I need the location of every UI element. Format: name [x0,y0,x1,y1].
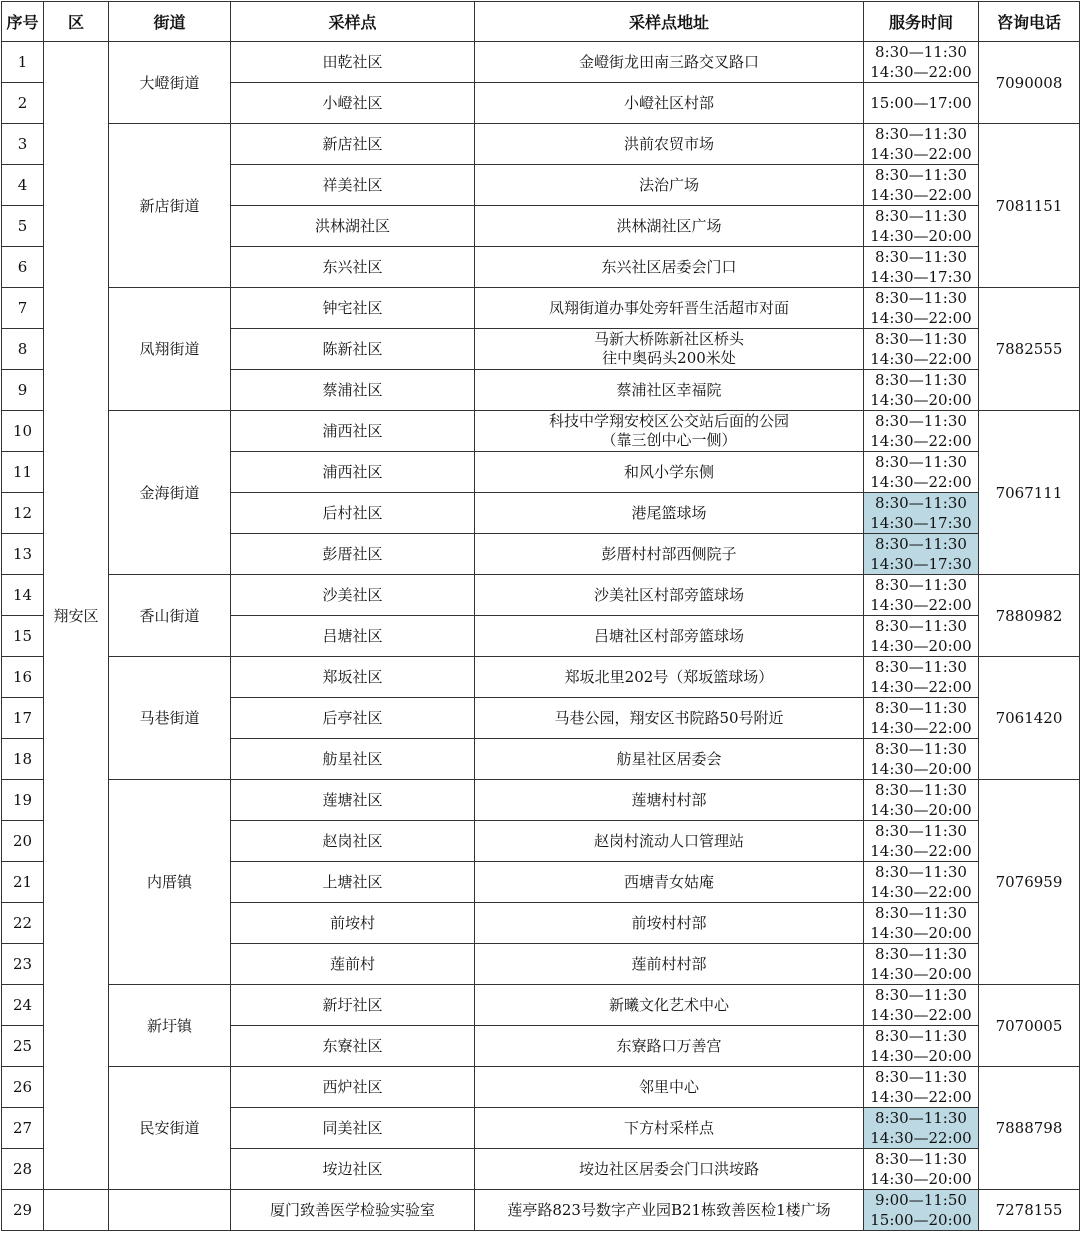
table-body [2,42,1080,1231]
site-cell: 后村社区 [231,493,475,534]
site-cell: 陈新社区 [231,329,475,370]
header-row [2,2,1080,42]
row-number: 27 [2,1108,44,1149]
address-cell: 洪前农贸市场 [475,124,864,165]
service-time-cell: 8:30—11:30 14:30—22:00 [864,288,979,329]
address-cell: 洪林湖社区广场 [475,206,864,247]
row-number: 9 [2,370,44,411]
site-cell: 新圩社区 [231,985,475,1026]
service-time-cell: 8:30—11:30 14:30—20:00 [864,616,979,657]
service-time-cell: 8:30—11:30 14:30—22:00 [864,821,979,862]
row-number: 23 [2,944,44,985]
street-cell: 金海街道 [109,411,231,575]
phone-cell: 7888798 [979,1067,1080,1190]
service-time-cell: 8:30—11:30 14:30—22:00 [864,42,979,83]
phone-cell: 7880982 [979,575,1080,657]
row-number: 3 [2,124,44,165]
header-site: 采样点 [231,2,475,42]
street-cell: 凤翔街道 [109,288,231,411]
table-row [2,985,1080,1026]
site-cell: 田乾社区 [231,42,475,83]
address-cell: 新曦文化艺术中心 [475,985,864,1026]
site-cell: 赵岗社区 [231,821,475,862]
service-time-cell: 8:30—11:30 14:30—20:00 [864,903,979,944]
street-cell: 内厝镇 [109,780,231,985]
site-cell: 东兴社区 [231,247,475,288]
row-number: 26 [2,1067,44,1108]
row-number: 10 [2,411,44,452]
phone-cell: 7076959 [979,780,1080,985]
site-cell: 祥美社区 [231,165,475,206]
address-cell: 郑坂北里202号（郑坂篮球场） [475,657,864,698]
header-street: 街道 [109,2,231,42]
row-number: 19 [2,780,44,821]
row-number: 24 [2,985,44,1026]
service-time-cell: 8:30—11:30 14:30—22:00 [864,452,979,493]
row-number: 7 [2,288,44,329]
site-cell: 舫星社区 [231,739,475,780]
address-cell: 法治广场 [475,165,864,206]
address-cell: 港尾篮球场 [475,493,864,534]
address-cell: 马巷公园，翔安区书院路50号附近 [475,698,864,739]
address-cell: 莲亭路823号数字产业园B21栋致善医检1楼广场 [475,1190,864,1231]
address-cell: 金嶝街龙田南三路交叉路口 [475,42,864,83]
street-cell: 马巷街道 [109,657,231,780]
service-time-cell: 8:30—11:30 14:30—20:00 [864,944,979,985]
address-cell: 莲塘村村部 [475,780,864,821]
street-cell: 新店街道 [109,124,231,288]
row-number: 22 [2,903,44,944]
phone-cell: 7882555 [979,288,1080,411]
site-cell: 洪林湖社区 [231,206,475,247]
row-number: 20 [2,821,44,862]
service-time-cell: 8:30—11:30 14:30—20:00 [864,739,979,780]
table-row [2,124,1080,165]
service-time-cell: 9:00—11:50 15:00—20:00 [864,1190,979,1231]
phone-cell: 7278155 [979,1190,1080,1231]
row-number: 8 [2,329,44,370]
row-number: 2 [2,83,44,124]
site-cell: 彭厝社区 [231,534,475,575]
address-cell: 凤翔街道办事处旁轩晋生活超市对面 [475,288,864,329]
service-time-cell: 8:30—11:30 14:30—17:30 [864,247,979,288]
table-row [2,1067,1080,1108]
address-cell: 前垵村村部 [475,903,864,944]
district-cell-empty [44,1190,109,1231]
sampling-sites-table [1,1,1080,1231]
row-number: 13 [2,534,44,575]
row-number: 6 [2,247,44,288]
site-cell: 前垵村 [231,903,475,944]
district-cell: 翔安区 [44,42,109,1190]
table-row [2,575,1080,616]
row-number: 14 [2,575,44,616]
table-row [2,780,1080,821]
site-cell: 吕塘社区 [231,616,475,657]
table-row [2,411,1080,452]
phone-cell: 7067111 [979,411,1080,575]
row-number: 5 [2,206,44,247]
site-cell: 沙美社区 [231,575,475,616]
address-cell: 东寮路口万善宫 [475,1026,864,1067]
service-time-cell: 8:30—11:30 14:30—20:00 [864,370,979,411]
row-number: 16 [2,657,44,698]
service-time-cell: 8:30—11:30 14:30—22:00 [864,698,979,739]
street-cell: 民安街道 [109,1067,231,1190]
address-cell: 沙美社区村部旁篮球场 [475,575,864,616]
row-number: 12 [2,493,44,534]
address-cell: 彭厝村村部西侧院子 [475,534,864,575]
phone-cell: 7081151 [979,124,1080,288]
table-row [2,288,1080,329]
service-time-cell: 8:30—11:30 14:30—17:30 [864,493,979,534]
site-cell: 浦西社区 [231,411,475,452]
service-time-cell: 8:30—11:30 14:30—22:00 [864,985,979,1026]
service-time-cell: 15:00—17:00 [864,83,979,124]
phone-cell: 7070005 [979,985,1080,1067]
site-cell: 东寮社区 [231,1026,475,1067]
service-time-cell: 8:30—11:30 14:30—20:00 [864,1026,979,1067]
service-time-cell: 8:30—11:30 14:30—20:00 [864,1149,979,1190]
service-time-cell: 8:30—11:30 14:30—22:00 [864,657,979,698]
street-cell: 大嶝街道 [109,42,231,124]
site-cell: 郑坂社区 [231,657,475,698]
address-cell: 小嶝社区村部 [475,83,864,124]
row-number: 11 [2,452,44,493]
row-number: 15 [2,616,44,657]
table-row [2,657,1080,698]
row-number: 28 [2,1149,44,1190]
row-number: 21 [2,862,44,903]
address-cell: 邻里中心 [475,1067,864,1108]
row-number: 29 [2,1190,44,1231]
row-number: 18 [2,739,44,780]
site-cell: 莲前村 [231,944,475,985]
site-cell: 浦西社区 [231,452,475,493]
site-cell: 新店社区 [231,124,475,165]
service-time-cell: 8:30—11:30 14:30—20:00 [864,206,979,247]
site-cell: 钟宅社区 [231,288,475,329]
site-cell: 后亭社区 [231,698,475,739]
street-cell: 香山街道 [109,575,231,657]
service-time-cell: 8:30—11:30 14:30—22:00 [864,124,979,165]
address-cell: 垵边社区居委会门口洪垵路 [475,1149,864,1190]
site-cell: 垵边社区 [231,1149,475,1190]
site-cell: 同美社区 [231,1108,475,1149]
address-cell: 吕塘社区村部旁篮球场 [475,616,864,657]
header-address: 采样点地址 [475,2,864,42]
site-cell: 莲塘社区 [231,780,475,821]
site-cell: 小嶝社区 [231,83,475,124]
site-cell: 厦门致善医学检验实验室 [231,1190,475,1231]
service-time-cell: 8:30—11:30 14:30—22:00 [864,1067,979,1108]
address-cell: 科技中学翔安校区公交站后面的公园 （靠三创中心一侧） [475,411,864,452]
row-number: 4 [2,165,44,206]
service-time-cell: 8:30—11:30 14:30—22:00 [864,575,979,616]
header-district: 区 [44,2,109,42]
address-cell: 舫星社区居委会 [475,739,864,780]
table-row [2,1190,1080,1231]
header-service-time: 服务时间 [864,2,979,42]
table-row [2,42,1080,83]
site-cell: 上塘社区 [231,862,475,903]
phone-cell: 7061420 [979,657,1080,780]
address-cell: 赵岗村流动人口管理站 [475,821,864,862]
address-cell: 和风小学东侧 [475,452,864,493]
row-number: 25 [2,1026,44,1067]
service-time-cell: 8:30—11:30 14:30—20:00 [864,780,979,821]
site-cell: 西炉社区 [231,1067,475,1108]
service-time-cell: 8:30—11:30 14:30—22:00 [864,329,979,370]
service-time-cell: 8:30—11:30 14:30—22:00 [864,1108,979,1149]
service-time-cell: 8:30—11:30 14:30—22:00 [864,862,979,903]
phone-cell: 7090008 [979,42,1080,124]
address-cell: 蔡浦社区幸福院 [475,370,864,411]
street-cell: 新圩镇 [109,985,231,1067]
street-cell [109,1190,231,1231]
address-cell: 东兴社区居委会门口 [475,247,864,288]
service-time-cell: 8:30—11:30 14:30—17:30 [864,534,979,575]
service-time-cell: 8:30—11:30 14:30—22:00 [864,411,979,452]
address-cell: 莲前村村部 [475,944,864,985]
site-cell: 蔡浦社区 [231,370,475,411]
service-time-cell: 8:30—11:30 14:30—22:00 [864,165,979,206]
row-number: 17 [2,698,44,739]
header-no: 序号 [2,2,44,42]
address-cell: 下方村采样点 [475,1108,864,1149]
address-cell: 西塘青女姑庵 [475,862,864,903]
address-cell: 马新大桥陈新社区桥头 往中奥码头200米处 [475,329,864,370]
row-number: 1 [2,42,44,83]
header-phone: 咨询电话 [979,2,1080,42]
